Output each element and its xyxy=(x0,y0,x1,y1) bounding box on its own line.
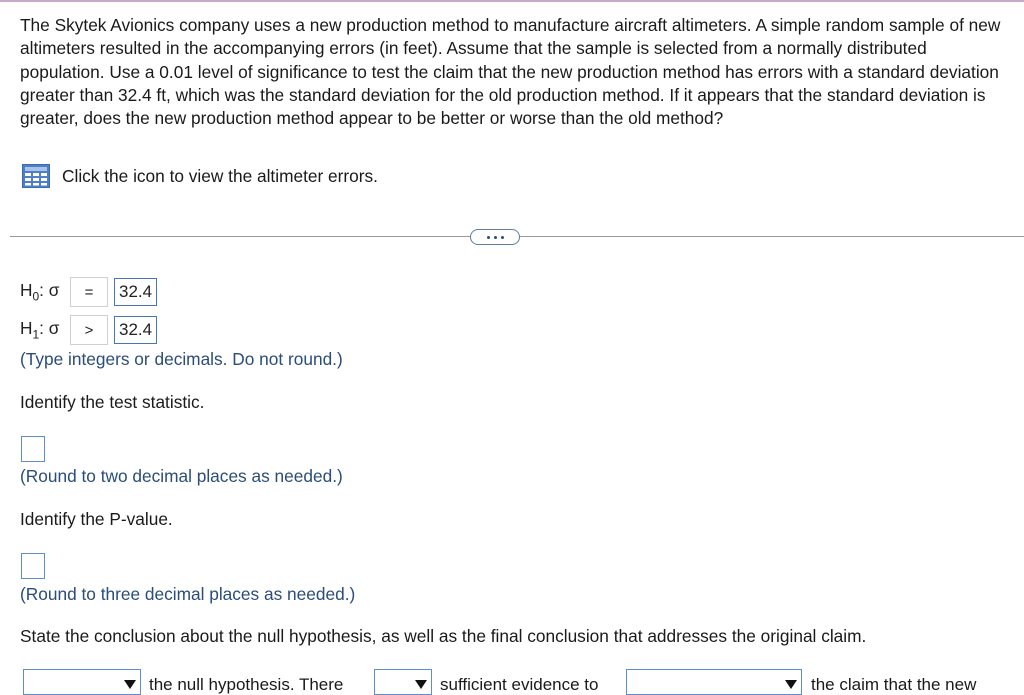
alternative-hypothesis-label: $H_1$: σ xyxy=(20,318,60,342)
null-hypothesis-row xyxy=(20,277,157,307)
evidence-dropdown[interactable] xyxy=(374,669,432,695)
alternative-hypothesis-operator[interactable]: > xyxy=(70,315,108,345)
conclusion-fragment-1: the null hypothesis. There xyxy=(149,675,344,694)
chevron-down-icon xyxy=(785,680,797,689)
test-statistic-prompt: Identify the test statistic. xyxy=(20,392,205,412)
altimeter-data-link[interactable] xyxy=(22,164,378,188)
p-value-input[interactable] xyxy=(21,553,45,579)
conclusion-prompt: State the conclusion about the null hypothesis, as well as the final conclusion that addresses the original claim. xyxy=(20,626,867,646)
alternative-hypothesis-value[interactable]: 32.4 xyxy=(114,316,157,344)
p-value-note: (Round to three decimal places as needed.) xyxy=(20,584,356,604)
null-hypothesis-value[interactable]: 32.4 xyxy=(114,278,157,306)
ellipsis-dot xyxy=(487,236,490,239)
test-statistic-note: (Round to two decimal places as needed.) xyxy=(20,466,343,486)
test-statistic-input[interactable] xyxy=(21,436,45,462)
data-link-label[interactable]: Click the icon to view the altimeter errors. xyxy=(62,165,378,186)
claim-decision-dropdown[interactable] xyxy=(626,669,802,695)
ellipsis-dot xyxy=(494,236,497,239)
expand-more-button[interactable] xyxy=(470,229,520,245)
conclusion-fragment-3: the claim that the new xyxy=(811,675,977,694)
null-hypothesis-label: $H_0$: σ xyxy=(20,280,60,304)
table-grid-icon[interactable] xyxy=(22,164,50,188)
conclusion-fragment-2: sufficient evidence to xyxy=(440,675,599,694)
alternative-hypothesis-row xyxy=(20,315,157,345)
chevron-down-icon xyxy=(415,680,427,689)
null-hypothesis-operator[interactable]: = xyxy=(70,277,108,307)
p-value-prompt: Identify the P-value. xyxy=(20,509,173,529)
reject-decision-dropdown[interactable] xyxy=(23,669,141,695)
problem-statement: The Skytek Avionics company uses a new production method to manufacture aircraft altimeters. A simple random sample of new altimeters resulted in the accompanying errors (in feet). Assume that the sample is selected from a normally distributed population. Use a 0.01 level of significance to test the claim that the new production method has errors with a standard deviation greater than 32.4 ft, which was the standard deviation for the old production method. If it appears that the standard deviation is greater, does the new production method appear to be better or worse than the old method? xyxy=(20,15,1001,129)
ellipsis-dot xyxy=(501,236,504,239)
top-border xyxy=(0,0,1024,2)
hypothesis-note: (Type integers or decimals. Do not round.) xyxy=(20,349,343,369)
chevron-down-icon xyxy=(124,680,136,689)
